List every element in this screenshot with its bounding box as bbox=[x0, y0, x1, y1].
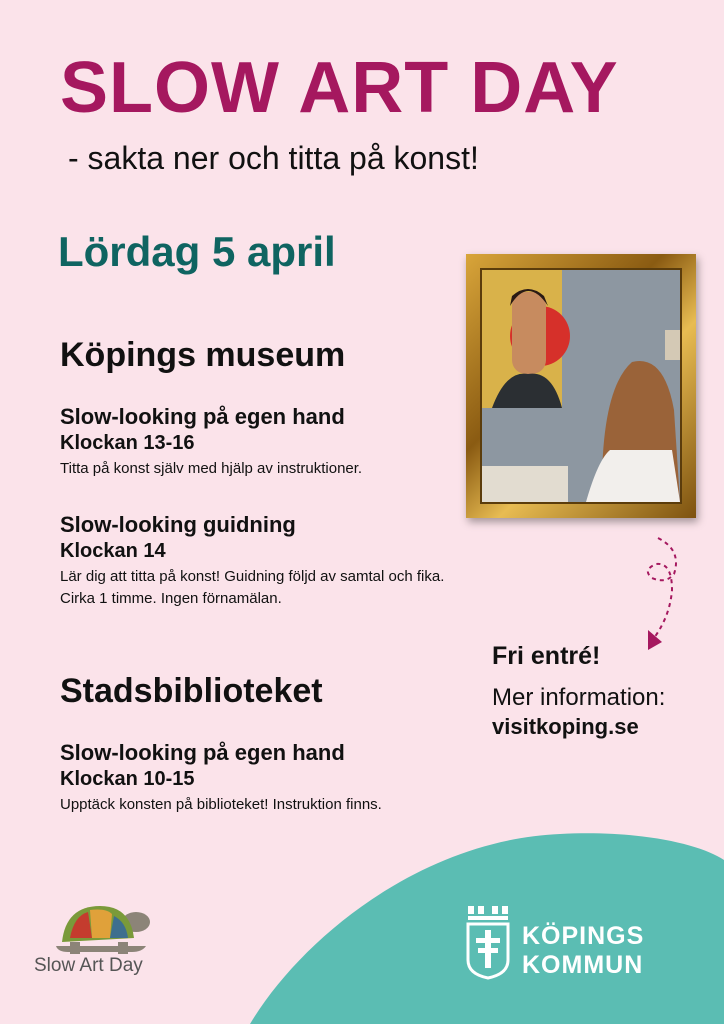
turtle-logo-icon bbox=[52, 902, 154, 954]
library-event-1-desc: Upptäck konsten på biblioteket! Instruktion finns. bbox=[60, 796, 382, 813]
museum-event-1-time: Klockan 13-16 bbox=[60, 432, 195, 454]
artwork-photo bbox=[480, 268, 682, 504]
kommun-logo-line2: KOMMUN bbox=[522, 951, 644, 979]
library-event-1-time: Klockan 10-15 bbox=[60, 768, 195, 790]
venue-library-heading: Stadsbiblioteket bbox=[60, 672, 323, 710]
museum-event-2-title: Slow-looking guidning bbox=[60, 512, 296, 537]
museum-event-2-desc-line2: Cirka 1 timme. Ingen förnamälan. bbox=[60, 590, 282, 607]
kommun-crest-icon bbox=[464, 904, 512, 980]
kommun-logo-text bbox=[522, 922, 644, 980]
slow-art-day-logo-text: Slow Art Day bbox=[34, 955, 143, 976]
website-link[interactable]: visitkoping.se bbox=[492, 714, 639, 739]
museum-event-1-title: Slow-looking på egen hand bbox=[60, 404, 345, 429]
more-info-label: Mer information: bbox=[492, 684, 666, 711]
library-event-1-title: Slow-looking på egen hand bbox=[60, 740, 345, 765]
free-entry-label: Fri entré! bbox=[492, 642, 601, 670]
dotted-arrow-icon bbox=[636, 534, 692, 654]
venue-museum-heading: Köpings museum bbox=[60, 336, 346, 374]
museum-event-2-desc-line1: Lär dig att titta på konst! Guidning följd av samtal och fika. bbox=[60, 568, 445, 585]
poster-subtitle: - sakta ner och titta på konst! bbox=[68, 140, 479, 176]
artwork-illustration bbox=[482, 270, 680, 502]
museum-event-2-time: Klockan 14 bbox=[60, 540, 166, 562]
kommun-logo-line1: KÖPINGS bbox=[522, 922, 645, 950]
poster-title: SLOW ART DAY bbox=[60, 48, 619, 128]
event-date: Lördag 5 april bbox=[58, 228, 336, 275]
framed-artwork-image bbox=[466, 254, 696, 518]
museum-event-1-desc: Titta på konst själv med hjälp av instruktioner. bbox=[60, 460, 363, 477]
